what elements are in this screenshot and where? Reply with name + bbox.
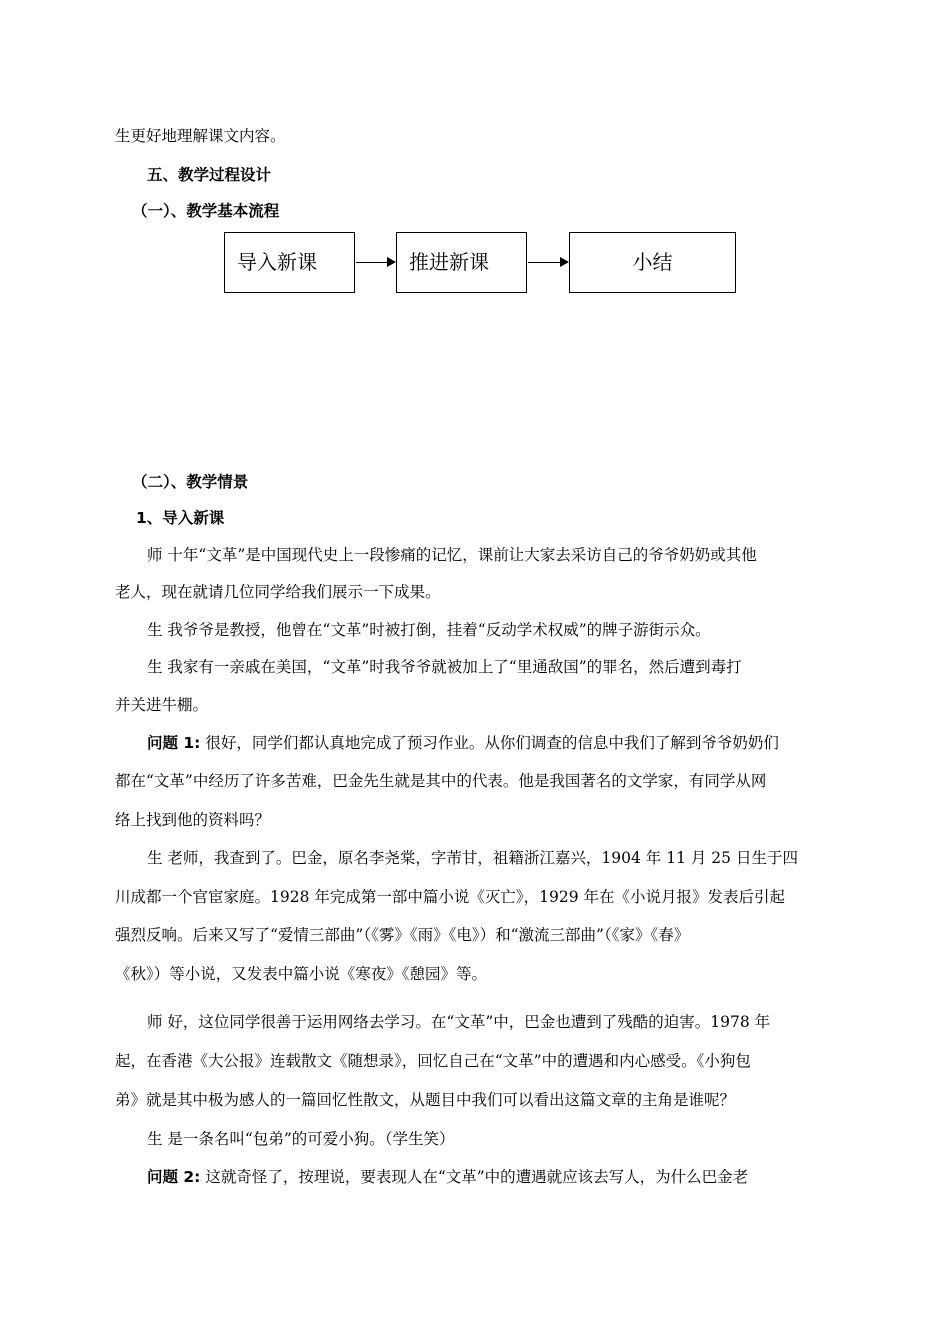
teacher-reply-line: 师 好，这位同学很善于运用网络去学习。在“文革”中，巴金也遭到了残酷的迫害。1978 年 — [147, 1013, 771, 1031]
flow-step-3 — [569, 232, 736, 293]
question-1-text: 很好，同学们都认真地完成了预习作业。从你们调查的信息中我们了解到爷爷奶奶们 — [200, 734, 779, 752]
question-1-line: 都在“文革”中经历了许多苦难，巴金先生就是其中的代表。他是我国著名的文学家，有同学从网 — [115, 772, 767, 790]
flow-step-2 — [396, 232, 527, 293]
teacher-reply-line: 弟》就是其中极为感人的一篇回忆性散文，从题目中我们可以看出这篇文章的主角是谁呢？ — [115, 1091, 736, 1109]
flow-arrow-2 — [528, 262, 567, 263]
flow-step-2-label: 推进新课 — [409, 250, 489, 274]
dialogue-line: 并关进牛棚。 — [115, 696, 209, 714]
student-reply-line: 生 是一条名叫“包弟”的可爱小狗。（学生笑） — [147, 1130, 455, 1148]
dialogue-line: 师 十年“文革”是中国现代史上一段惨痛的记忆，课前让大家去采访自己的爷爷奶奶或其他 — [147, 546, 757, 564]
teacher-reply-line: 起，在香港《大公报》连载散文《随想录》，回忆自己在“文革”中的遭遇和内心感受。《小狗包 — [115, 1052, 751, 1070]
question-2-label: 问题 2: — [147, 1168, 201, 1186]
answer-line: 强烈反响。后来又写了“爱情三部曲”（《雾》《雨》《电》）和“激流三部曲”（《家》《春》 — [115, 926, 690, 944]
flow-step-3-label: 小结 — [632, 250, 673, 274]
question-2-line — [147, 1167, 748, 1187]
subsection-heading-2: （二）、教学情景 — [132, 473, 249, 491]
flow-arrow-1 — [356, 262, 394, 263]
subsection-heading-1: （一）、教学基本流程 — [132, 202, 280, 220]
answer-line: 《秋》）等小说，又发表中篇小说《寒夜》《憩园》等。 — [115, 965, 488, 983]
dialogue-line: 老人，现在就请几位同学给我们展示一下成果。 — [115, 583, 441, 601]
answer-line: 生 老师，我查到了。巴金，原名李尧棠，字芾甘，祖籍浙江嘉兴，1904 年 11 月 25 日生于四 — [147, 849, 798, 867]
dialogue-line: 生 我家有一亲戚在美国，“文革”时我爷爷就被加上了“里通敌国”的罪名，然后遭到毒打 — [147, 658, 742, 676]
question-2-text: 这就奇怪了，按理说，要表现人在“文革”中的遭遇就应该去写人，为什么巴金老 — [200, 1168, 749, 1186]
flow-step-1-label: 导入新课 — [237, 250, 317, 274]
section-heading: 五、教学过程设计 — [147, 166, 272, 184]
question-1-line — [147, 733, 779, 753]
part-title: 1、导入新课 — [136, 509, 225, 527]
flow-step-1 — [224, 232, 355, 293]
question-1-label: 问题 1: — [147, 734, 201, 752]
dialogue-line: 生 我爷爷是教授，他曾在“文革”时被打倒，挂着“反动学术权威”的牌子游街示众。 — [147, 621, 711, 639]
intro-tail: 生更好地理解课文内容。 — [115, 127, 286, 145]
question-1-line: 络上找到他的资料吗？ — [115, 811, 271, 829]
answer-line: 川成都一个官宦家庭。1928 年完成第一部中篇小说《灭亡》，1929 年在《小说月报》发表后引起 — [115, 888, 785, 906]
